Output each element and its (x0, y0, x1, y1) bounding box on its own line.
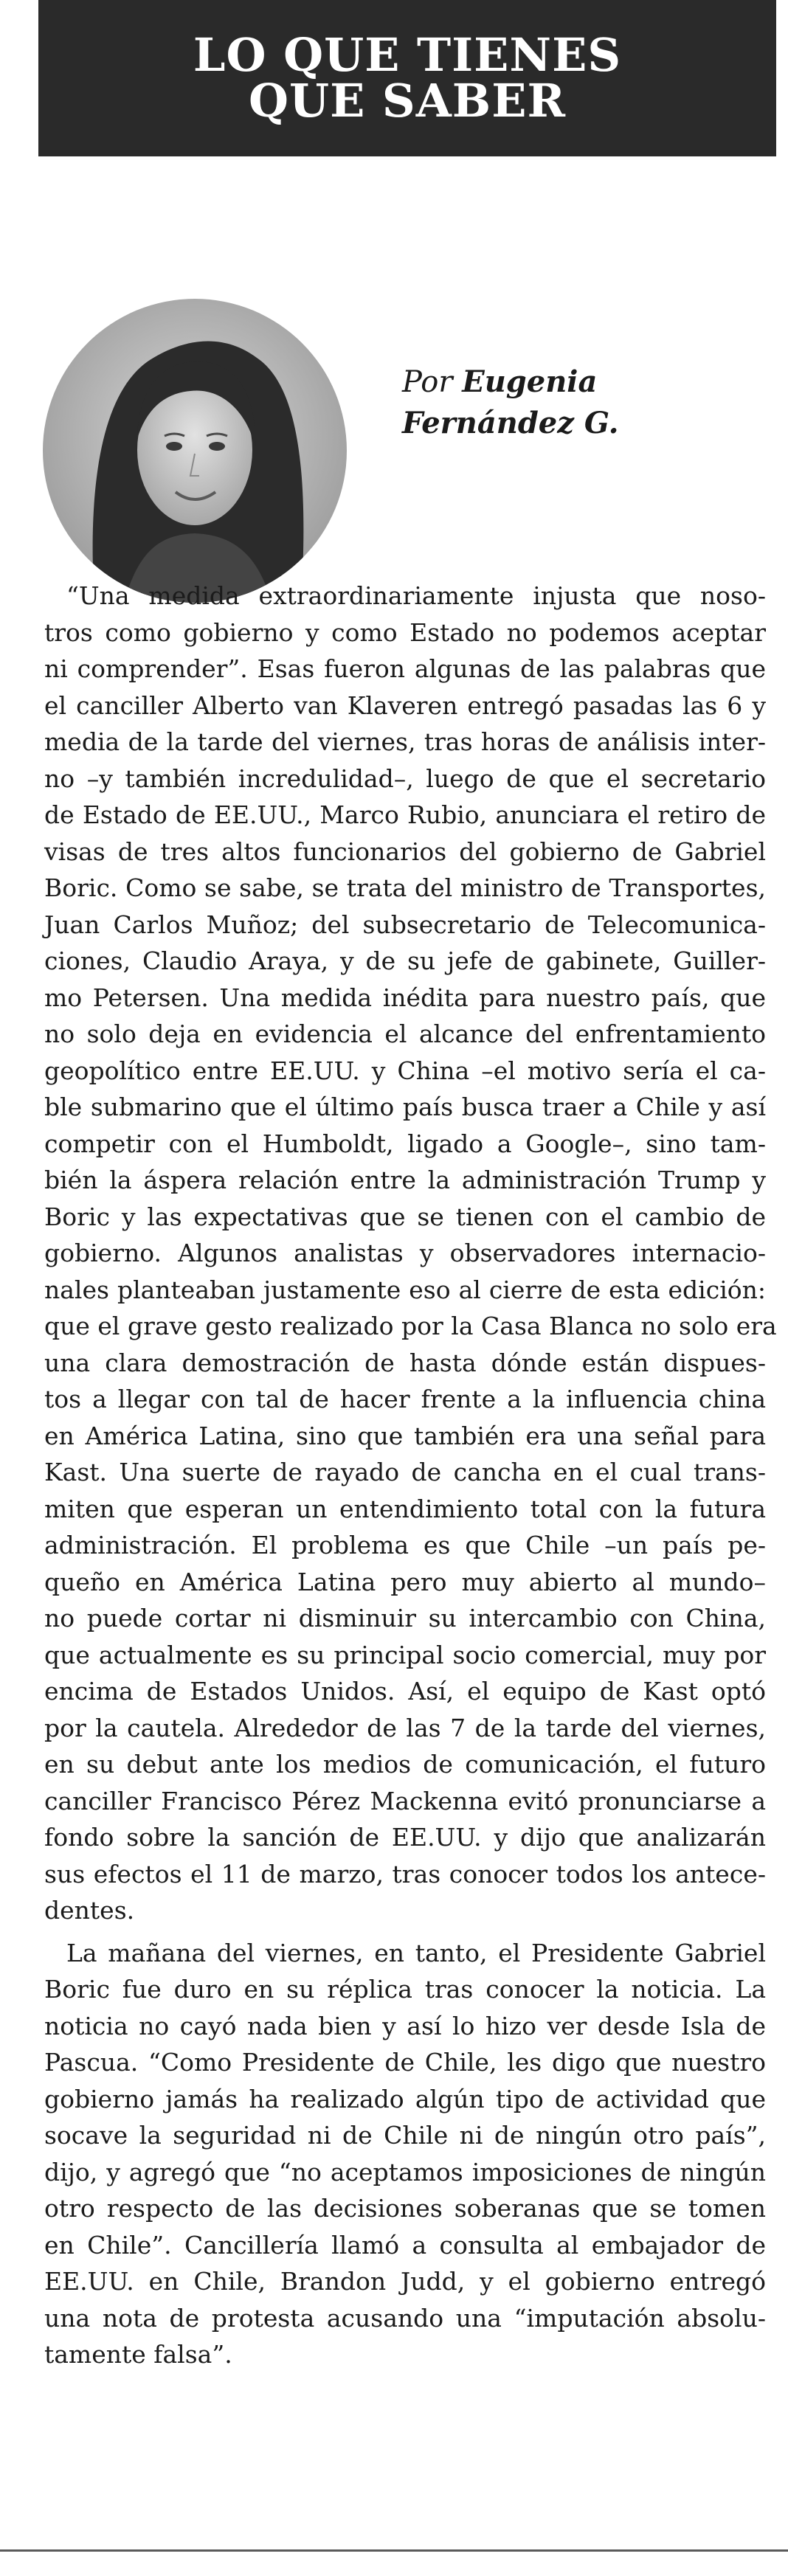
article-line: por la cautela. Alrededor de las 7 de la tarde del viernes, (44, 1713, 766, 1742)
article-line: Boric fue duro en su réplica tras conocer la noticia. La (44, 1975, 766, 2004)
article-line: bién la áspera relación entre la administración Trump y (44, 1166, 766, 1194)
byline-line-2 (402, 403, 749, 444)
article-line: Pascua. “Como Presidente de Chile, les digo que nuestro (44, 2048, 766, 2077)
article-line: Juan Carlos Muñoz; del subsecretario de Telecomunica- (44, 910, 766, 939)
section-title-line-2: QUE SABER (249, 74, 566, 128)
article-line: La mañana del viernes, en tanto, el Presidente Gabriel (66, 1938, 766, 1967)
author-byline (402, 361, 749, 444)
article-line: que el grave gesto realizado por la Casa Blanca no solo era (44, 1312, 777, 1340)
article-line: en América Latina, sino que también era una señal para (44, 1421, 766, 1450)
article-line: Boric y las expectativas que se tienen con el cambio de (44, 1202, 766, 1231)
author-portrait (43, 299, 347, 603)
article-line: una nota de protesta acusando una “imputación absolu- (44, 2303, 766, 2333)
article-line: gobierno jamás ha realizado algún tipo de actividad que (44, 2084, 766, 2113)
article-line: “Una medida extraordinariamente injusta que noso- (66, 581, 766, 610)
section-header-band (38, 0, 776, 156)
article-line: que actualmente es su principal socio comercial, muy por (44, 1640, 766, 1669)
section-title-line-1: LO QUE TIENES (193, 28, 622, 82)
article-body (44, 578, 777, 2373)
article-line: queño en América Latina pero muy abierto al mundo– (44, 1567, 766, 1596)
article-line: competir con el Humboldt, ligado a Google–, sino tam- (44, 1129, 766, 1158)
article-line: en Chile”. Cancillería llamó a consulta al embajador de (44, 2230, 766, 2260)
article-line: nales planteaban justamente eso al cierre de esta edición: (44, 1275, 766, 1304)
article-line: encima de Estados Unidos. Así, el equipo de Kast optó (44, 1677, 766, 1706)
author-last-name: Fernández G. (402, 406, 619, 441)
article-line: dentes. (44, 1896, 135, 1925)
author-first-name: Eugenia (462, 364, 598, 399)
article-line: mo Petersen. Una medida inédita para nuestro país, que (44, 983, 766, 1012)
article-line: Boric. Como se sabe, se trata del ministro de Transportes, (44, 873, 766, 902)
article-line: socave la seguridad ni de Chile ni de ningún otro país”, (44, 2121, 766, 2150)
article-line: miten que esperan un entendimiento total con la futura (44, 1494, 766, 1523)
article-line: sus efectos el 11 de marzo, tras conocer todos los antece- (44, 1859, 766, 1888)
article-line: el canciller Alberto van Klaveren entregó pasadas las 6 y (44, 690, 766, 720)
article-line: EE.UU. en Chile, Brandon Judd, y el gobierno entregó (44, 2267, 766, 2296)
article-line: no solo deja en evidencia el alcance del enfrentamiento (44, 1019, 766, 1048)
bottom-divider (0, 2549, 788, 2552)
byline-line-1 (402, 361, 749, 403)
article-line: media de la tarde del viernes, tras horas de análisis inter- (44, 727, 766, 756)
article-line: fondo sobre la sanción de EE.UU. y dijo que analizarán (44, 1823, 766, 1852)
article-line: tos a llegar con tal de hacer frente a la influencia china (44, 1385, 766, 1413)
article-line: administración. El problema es que Chile –un país pe- (44, 1531, 766, 1559)
article-line: no –y también incredulidad–, luego de que el secretario (44, 764, 766, 793)
article-line: noticia no cayó nada bien y así lo hizo ver desde Isla de (44, 2011, 766, 2040)
article-line: otro respecto de las decisiones soberanas que se tomen (44, 2194, 766, 2223)
article-line: en su debut ante los medios de comunicación, el futuro (44, 1750, 766, 1779)
article-line: de Estado de EE.UU., Marco Rubio, anunciara el retiro de (44, 800, 766, 829)
article-line: una clara demostración de hasta dónde están dispues- (44, 1348, 766, 1377)
article-line: ni comprender”. Esas fueron algunas de las palabras que (44, 654, 766, 683)
article-line: ble submarino que el último país busca traer a Chile y así (44, 1093, 766, 1121)
article-line: dijo, y agregó que “no aceptamos imposiciones de ningún (44, 2157, 766, 2187)
article-line: canciller Francisco Pérez Mackenna evitó pronunciarse a (44, 1786, 766, 1815)
article-line: tamente falsa”. (44, 2340, 232, 2369)
article-line: visas de tres altos funcionarios del gobierno de Gabriel (44, 837, 766, 866)
article-line: no puede cortar ni disminuir su intercambio con China, (44, 1604, 766, 1632)
byline-prefix: Por (402, 365, 453, 399)
article-line: geopolítico entre EE.UU. y China –el motivo sería el ca- (44, 1056, 766, 1085)
article-line: ciones, Claudio Araya, y de su jefe de gabinete, Guiller- (44, 946, 766, 975)
article-line: tros como gobierno y como Estado no podemos aceptar (44, 617, 766, 647)
article-line: gobierno. Algunos analistas y observadores internacio- (44, 1239, 766, 1267)
article-line: Kast. Una suerte de rayado de cancha en el cual trans- (44, 1458, 766, 1486)
